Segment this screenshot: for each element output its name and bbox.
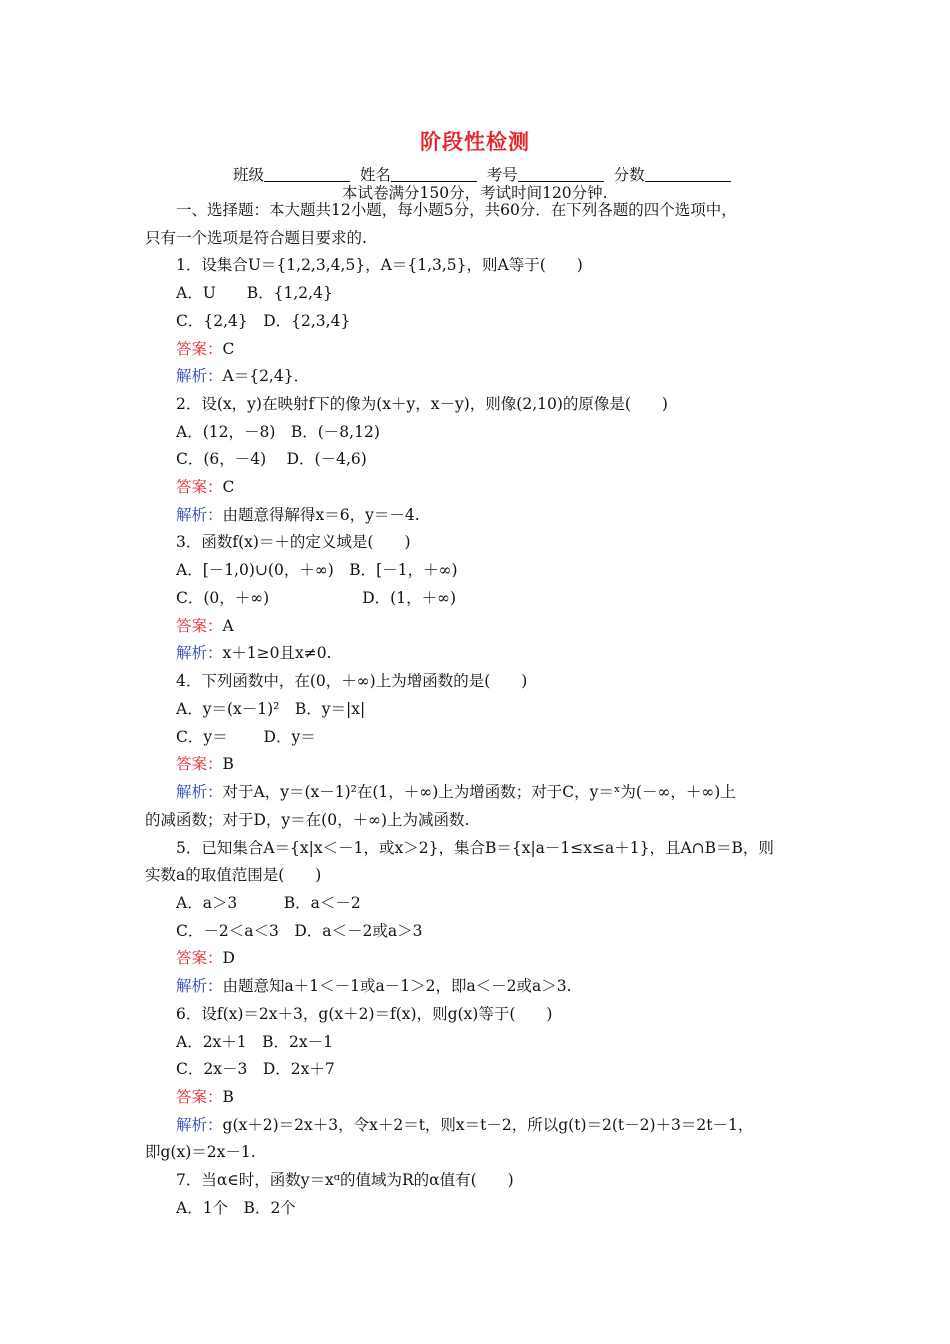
analysis-line xyxy=(176,976,572,996)
question-options: A．y＝(x－1)² B．y＝|x| xyxy=(176,700,366,718)
name-blank xyxy=(391,165,477,182)
answer-line xyxy=(176,616,234,636)
question-stem: 5．已知集合A＝{x|x＜－1，或x＞2}，集合B＝{x|a－1≤x≤a＋1}，且A∩B＝B，则 xyxy=(176,839,774,857)
exam-info: 本试卷满分150分，考试时间120分钟. xyxy=(342,184,608,202)
page-title: 阶段性检测 xyxy=(420,129,530,154)
question-options: C．{2,4} D．{2,3,4} xyxy=(176,312,351,330)
question-stem: 4．下列函数中，在(0，＋∞)上为增函数的是( ) xyxy=(176,672,528,690)
question-options: A．[－1,0)∪(0，＋∞) B．[－1，＋∞) xyxy=(176,561,458,579)
analysis-line xyxy=(176,505,420,525)
id-label: 考号 xyxy=(486,166,518,184)
analysis-line xyxy=(176,1115,753,1135)
answer-line xyxy=(176,948,235,968)
analysis-label: 解析： xyxy=(176,506,223,524)
question-stem: 实数a的取值范围是( ) xyxy=(145,866,322,884)
analysis-label: 解析： xyxy=(176,977,223,995)
analysis-label: 解析： xyxy=(176,644,223,662)
analysis-text: x＋1≥0且x≠0. xyxy=(222,644,332,662)
analysis-label: 解析： xyxy=(176,367,223,385)
question-options: C．－2＜a＜3 D．a＜－2或a＞3 xyxy=(176,922,423,940)
class-label: 班级 xyxy=(233,166,265,184)
answer-line xyxy=(176,754,234,774)
analysis-text: g(x＋2)＝2x＋3，令x＋2＝t，则x＝t－2，所以g(t)＝2(t－2)＋3＝2t－1， xyxy=(222,1116,754,1134)
answer-label: 答案： xyxy=(176,1088,223,1106)
score-blank xyxy=(645,165,731,182)
analysis-label: 解析： xyxy=(176,1116,223,1134)
answer-label: 答案： xyxy=(176,949,223,967)
answer-label: 答案： xyxy=(176,755,223,773)
analysis-line xyxy=(176,643,332,663)
question-options: C．y＝ D．y＝ xyxy=(176,728,316,746)
question-options: A．2x＋1 B．2x－1 xyxy=(176,1033,334,1051)
question-options: A．1个 B．2个 xyxy=(176,1199,296,1217)
answer-line xyxy=(176,339,234,359)
question-stem: 7．当α∈时，函数y＝xᵅ的值域为R的α值有( ) xyxy=(176,1171,514,1189)
question-options: A．U B．{1,2,4} xyxy=(176,284,333,302)
answer-line xyxy=(176,1087,234,1107)
question-options: C．(6，－4) D．(－4,6) xyxy=(176,450,367,468)
header-fields xyxy=(233,165,731,185)
analysis-text: 的减函数；对于D，y＝在(0，＋∞)上为减函数. xyxy=(145,811,470,829)
analysis-text: 即g(x)＝2x－1. xyxy=(145,1143,256,1161)
question-stem: 6．设f(x)＝2x＋3，g(x＋2)＝f(x)，则g(x)等于( ) xyxy=(176,1005,553,1023)
name-label: 姓名 xyxy=(359,166,391,184)
question-options: A．(12，－8) B．(－8,12) xyxy=(176,423,380,441)
question-stem: 1．设集合U＝{1,2,3,4,5}，A＝{1,3,5}，则A等于( ) xyxy=(176,256,583,274)
answer-value: B xyxy=(222,755,234,773)
analysis-label: 解析： xyxy=(176,783,223,801)
answer-value: C xyxy=(222,478,235,496)
answer-label: 答案： xyxy=(176,617,223,635)
answer-value: A xyxy=(222,617,234,635)
analysis-line xyxy=(176,782,736,802)
answer-value: C xyxy=(222,340,235,358)
class-blank xyxy=(264,165,350,182)
answer-label: 答案： xyxy=(176,478,223,496)
answer-value: D xyxy=(222,949,235,967)
analysis-text: 由题意知a＋1＜－1或a－1＞2，即a＜－2或a＞3. xyxy=(222,977,572,995)
answer-label: 答案： xyxy=(176,340,223,358)
id-blank xyxy=(518,165,604,182)
score-label: 分数 xyxy=(613,166,645,184)
analysis-line xyxy=(176,366,309,386)
question-options: C．2x－3 D．2x＋7 xyxy=(176,1060,335,1078)
section-intro: 只有一个选项是符合题目要求的. xyxy=(145,229,367,247)
analysis-text: 对于A，y＝(x－1)²在(1，＋∞)上为增函数；对于C，y＝ˣ为(－∞，＋∞)上 xyxy=(222,783,736,801)
question-stem: 2．设(x，y)在映射f下的像为(x＋y，x－y)，则像(2,10)的原像是( ) xyxy=(176,395,668,413)
question-options: C．(0，＋∞) D．(1，＋∞) xyxy=(176,589,457,607)
question-stem: 3．函数f(x)＝＋的定义域是( ) xyxy=(176,533,411,551)
analysis-text: 由题意得解得x＝6，y＝－4. xyxy=(222,506,420,524)
answer-line xyxy=(176,477,234,497)
analysis-text: A＝{2,4}． xyxy=(222,367,310,385)
section-intro: 一、选择题：本大题共12小题，每小题5分，共60分．在下列各题的四个选项中， xyxy=(176,201,737,219)
answer-value: B xyxy=(222,1088,234,1106)
question-options: A．a＞3 B．a＜－2 xyxy=(176,894,361,912)
